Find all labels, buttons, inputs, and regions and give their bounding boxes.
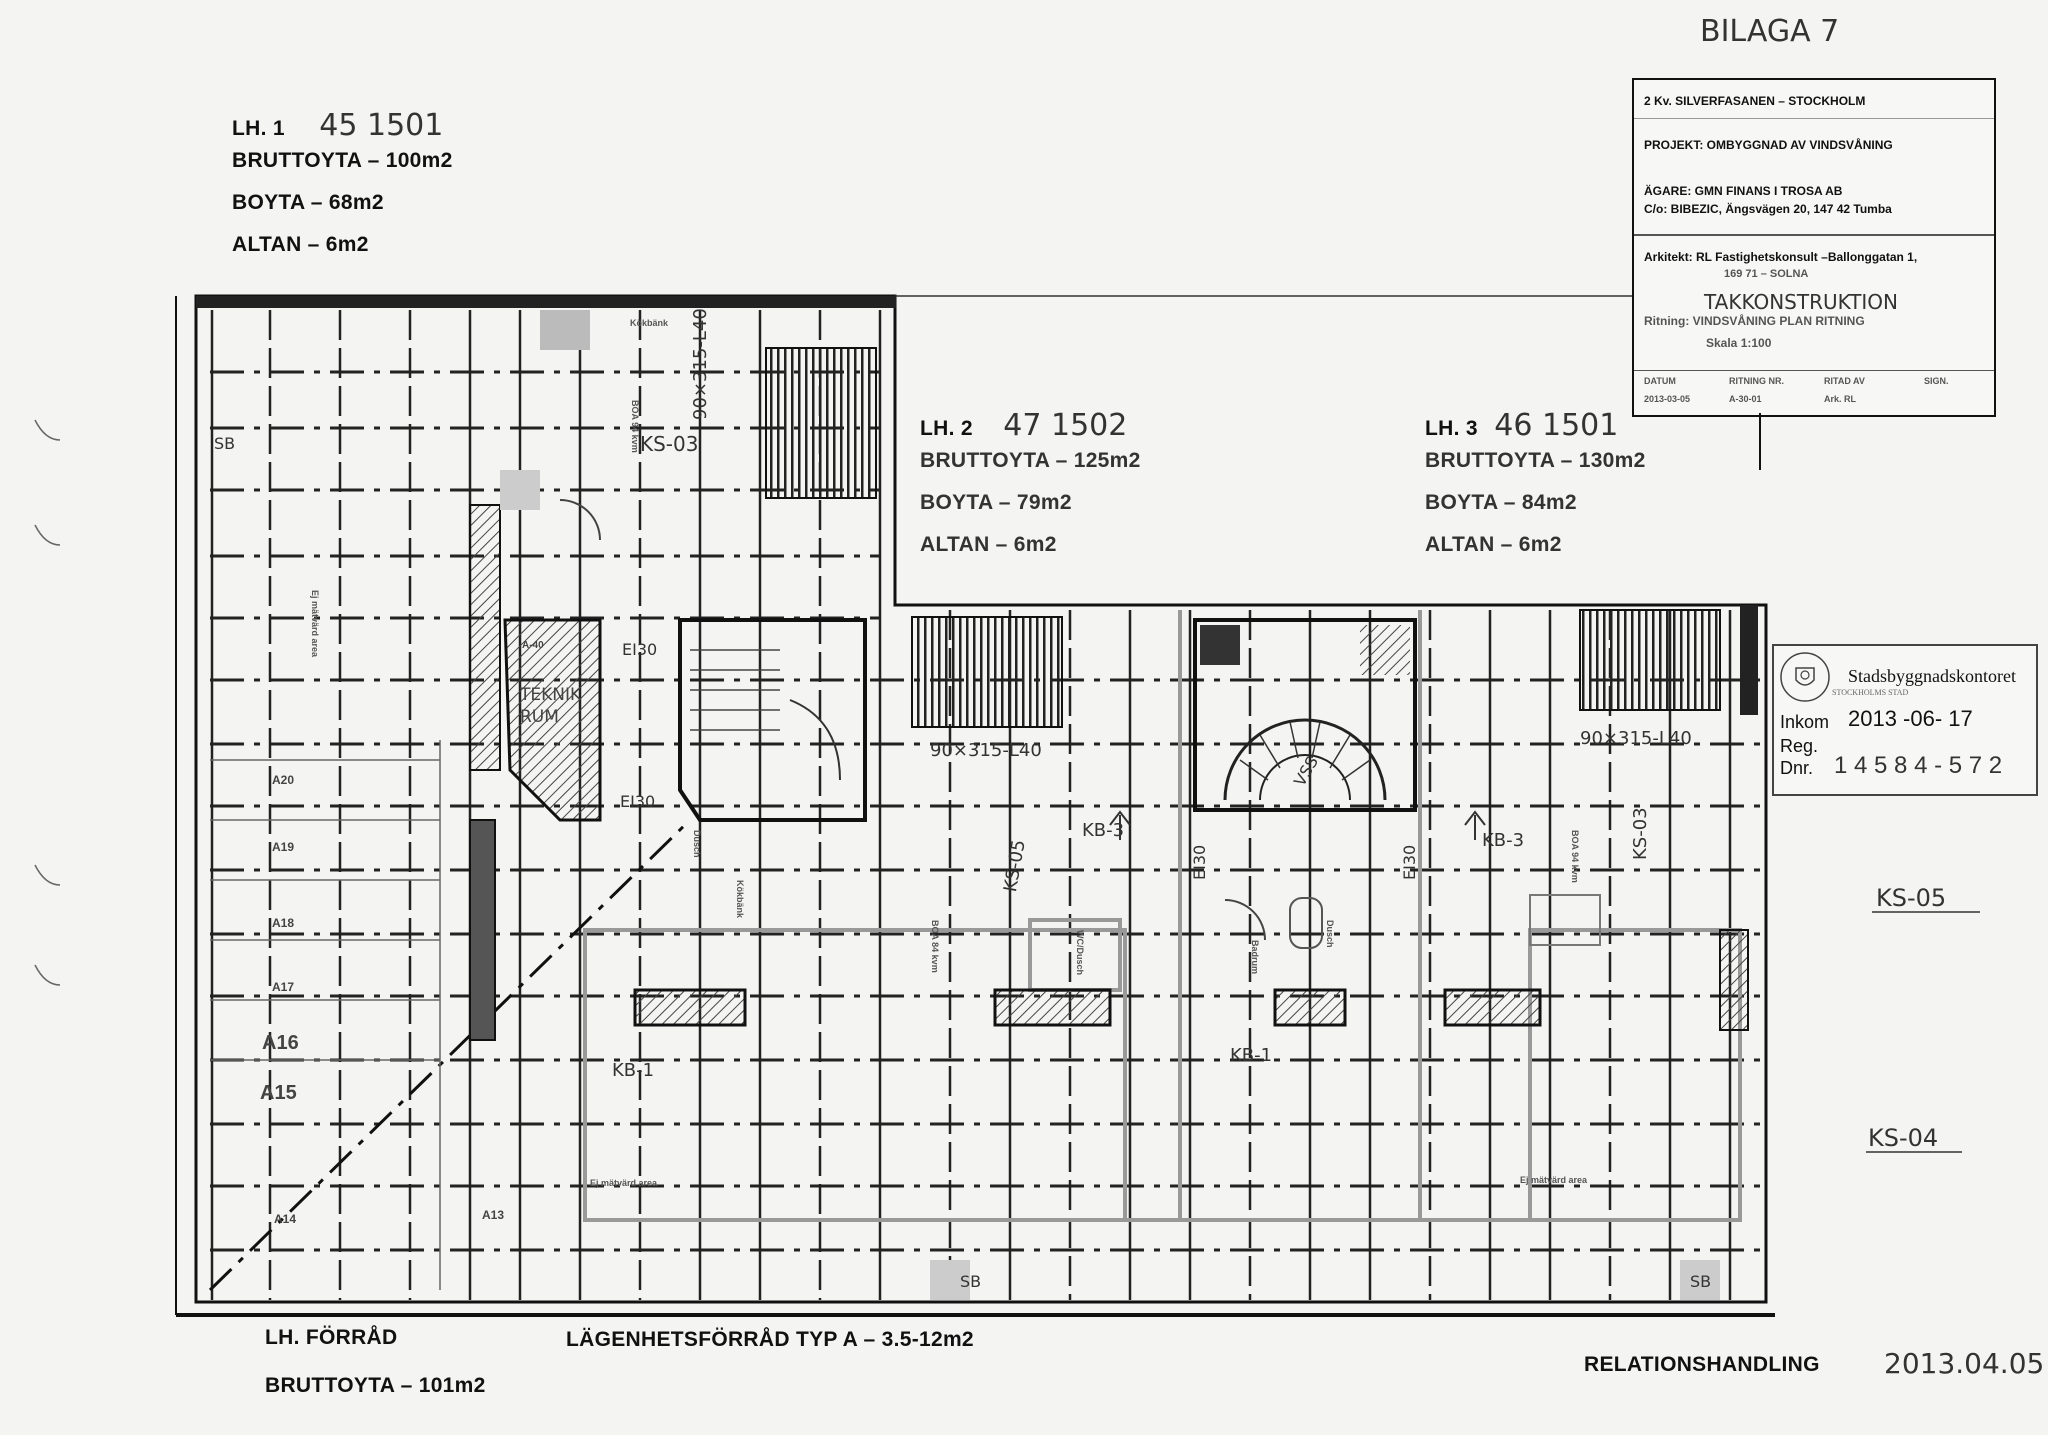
room-dusch-a: Dusch [1325, 920, 1335, 948]
annotation-kb3-b: KB-3 [1482, 830, 1525, 851]
stairwell-2-corner [1200, 625, 1240, 665]
tb-val-number: A-30-01 [1729, 394, 1762, 404]
column-right [1740, 605, 1758, 715]
lh2-boyta: BOYTA – 79m2 [920, 491, 1072, 514]
tb-col-number: RITNING NR. [1729, 376, 1784, 386]
cupboard-1 [540, 310, 590, 350]
annotation-ks04-side: KS-04 [1868, 1124, 1939, 1152]
stamp-inkom-label: Inkom [1780, 712, 1830, 732]
annotation-sb-b: SB [960, 1272, 982, 1291]
beam-kb3-b [1445, 990, 1540, 1025]
stair-block-2 [912, 617, 1062, 727]
toilet-icon [1290, 898, 1322, 948]
annotation-ks03-a: KS-03 [640, 432, 699, 456]
annotation-sb-c: SB [1690, 1272, 1712, 1291]
footer-forrad: LH. FÖRRÅD [265, 1326, 398, 1349]
room-boa-c: BOA 94 kvm [1570, 830, 1580, 883]
annotation-kb1-a: KB-1 [612, 1060, 655, 1081]
lh3-altan: ALTAN – 6m2 [1425, 533, 1562, 556]
lh3-label: LH. 3 [1425, 417, 1478, 440]
stair-block-1 [766, 348, 876, 498]
room-ej-b: Ej mätvärd area [1520, 1175, 1588, 1185]
binder-marks [35, 420, 60, 985]
tb-val-date: 2013-03-05 [1644, 394, 1691, 404]
tb-architect: Arkitekt: RL Fastighetskonsult –Ballonggatan 1, [1644, 250, 1918, 264]
annotation-beam-b: 90×315-L40 [930, 740, 1042, 761]
lh3-number: 46 1501 [1494, 408, 1619, 443]
room-a17: A17 [272, 980, 295, 994]
room-kokbank-b: Kökbänk [735, 880, 745, 919]
lh1-brutto: BRUTTOYTA – 100m2 [232, 149, 453, 172]
tb-scale: Skala 1:100 [1706, 336, 1772, 350]
room-ej-c: Ej mätvärd area [310, 590, 320, 658]
room-a40: A-40 [522, 640, 544, 651]
tb-handwritten: TAKKONSTRUKTION [1704, 290, 1899, 314]
room-a18: A18 [272, 916, 295, 930]
annotation-ei30-b: EI30 [620, 792, 656, 811]
lh3-boyta: BOYTA – 84m2 [1425, 491, 1577, 514]
footer-forrad-brutto: BRUTTOYTA – 101m2 [265, 1374, 486, 1397]
stamp-dnr: 1 4 5 8 4 - 5 7 2 [1834, 752, 2003, 779]
stamp-dnr-label: Dnr. [1780, 758, 1814, 778]
room-boa-b: BOA 84 kvm [930, 920, 940, 973]
room-wc: WC/Dusch [1075, 930, 1085, 975]
relation-date: 2013.04.05 [1884, 1347, 2045, 1380]
lh1-label: LH. 1 [232, 117, 285, 140]
annotation-ks03-b: KS-03 [1630, 807, 1651, 860]
tb-project: PROJEKT: OMBYGGNAD AV VINDSVÅNING [1644, 138, 1893, 152]
annotation-sb-a: SB [214, 434, 236, 453]
annotation-beam-a: 90×315-L40 [690, 308, 711, 420]
lh2-altan: ALTAN – 6m2 [920, 533, 1057, 556]
annotation-teknik: TEKNIK RUM [520, 685, 582, 727]
room-a19: A19 [272, 840, 295, 854]
tb-col-date: DATUM [1644, 376, 1676, 386]
tb-col-sign: SIGN. [1924, 376, 1949, 386]
beam-kb1-a [635, 990, 745, 1025]
stamp-reg-label: Reg. [1780, 736, 1819, 756]
tb-drawing: Ritning: VINDSVÅNING PLAN RITNING [1644, 314, 1865, 328]
wall-segment [470, 820, 495, 1040]
lh2-brutto: BRUTTOYTA – 125m2 [920, 449, 1141, 472]
room-boa-a: BOA 94 kvm [630, 400, 640, 453]
storage-dividers [210, 740, 440, 1290]
lh2-number: 47 1502 [1003, 408, 1128, 443]
annotation-vss: VSS [1290, 752, 1323, 790]
stairwell-2-hatch [1360, 625, 1410, 675]
annotation-ks05-side: KS-05 [1876, 884, 1947, 912]
underlying-walls [585, 610, 1740, 1220]
annotation-ei30-d: EI30 [1400, 844, 1419, 880]
stamp-seal-text: STOCKHOLMS STAD [1832, 688, 1909, 697]
lh3-brutto: BRUTTOYTA – 130m2 [1425, 449, 1646, 472]
room-badrum: Badrum [1250, 940, 1260, 975]
annotation-ks05-a: KS-05 [1000, 838, 1030, 894]
annotation-ei30-a: EI30 [622, 640, 658, 659]
column-hatch-right [1720, 930, 1748, 1030]
attachment-note: BILAGA 7 [1700, 14, 1840, 49]
stair-block-3 [1580, 610, 1720, 710]
tb-col-drawn: RITAD AV [1824, 376, 1865, 386]
stair-curve-1 [790, 700, 840, 780]
room-kokbank-a: Kökbänk [630, 318, 669, 328]
beam-kb3-a [995, 990, 1110, 1025]
tb-val-drawn: Ark. RL [1824, 394, 1857, 404]
annotation-kb1-b: KB-1 [1230, 1045, 1273, 1066]
tb-co: C/o: BIBEZIC, Ängsvägen 20, 147 42 Tumba [1644, 202, 1892, 216]
annotation-ei30-c: EI30 [1190, 844, 1209, 880]
footer-lagenhet: LÄGENHETSFÖRRÅD TYP A – 3.5-12m2 [566, 1328, 974, 1351]
annotation-kb3-a: KB-3 [1082, 820, 1125, 841]
tb-property: 2 Kv. SILVERFASANEN – STOCKHOLM [1644, 94, 1866, 108]
tb-architect-city: 169 71 – SOLNA [1724, 268, 1809, 280]
lh1-boyta: BOYTA – 68m2 [232, 191, 384, 214]
relation-stamp [1578, 1343, 2045, 1389]
roof-grid-horizontal [210, 372, 1760, 1250]
cupboard-2 [500, 470, 540, 510]
lh1-altan: ALTAN – 6m2 [232, 233, 369, 256]
room-dusch-b: Dusch [692, 830, 702, 858]
room-ej-a: Ej mätvärd area [590, 1178, 658, 1188]
beam-kb1-b [1275, 990, 1345, 1025]
annotation-beam-c: 90×315-L40 [1580, 728, 1692, 749]
room-a16: A16 [262, 1032, 299, 1054]
lh1-number: 45 1501 [319, 108, 444, 143]
stamp-office: Stadsbyggnadskontoret [1848, 666, 2016, 686]
stairwell-1-treads [690, 650, 780, 730]
relation-label: RELATIONSHANDLING [1584, 1353, 1820, 1376]
tb-owner: ÄGARE: GMN FINANS I TROSA AB [1644, 184, 1843, 198]
room-a15: A15 [260, 1082, 297, 1104]
stamp-inkom-date: 2013 -06- 17 [1848, 706, 1973, 731]
room-a20: A20 [272, 773, 295, 787]
room-a14: A14 [274, 1212, 297, 1226]
chimney-wall [470, 505, 500, 770]
shower-icon [1530, 895, 1600, 945]
room-a13: A13 [482, 1208, 505, 1222]
lh2-label: LH. 2 [920, 417, 973, 440]
